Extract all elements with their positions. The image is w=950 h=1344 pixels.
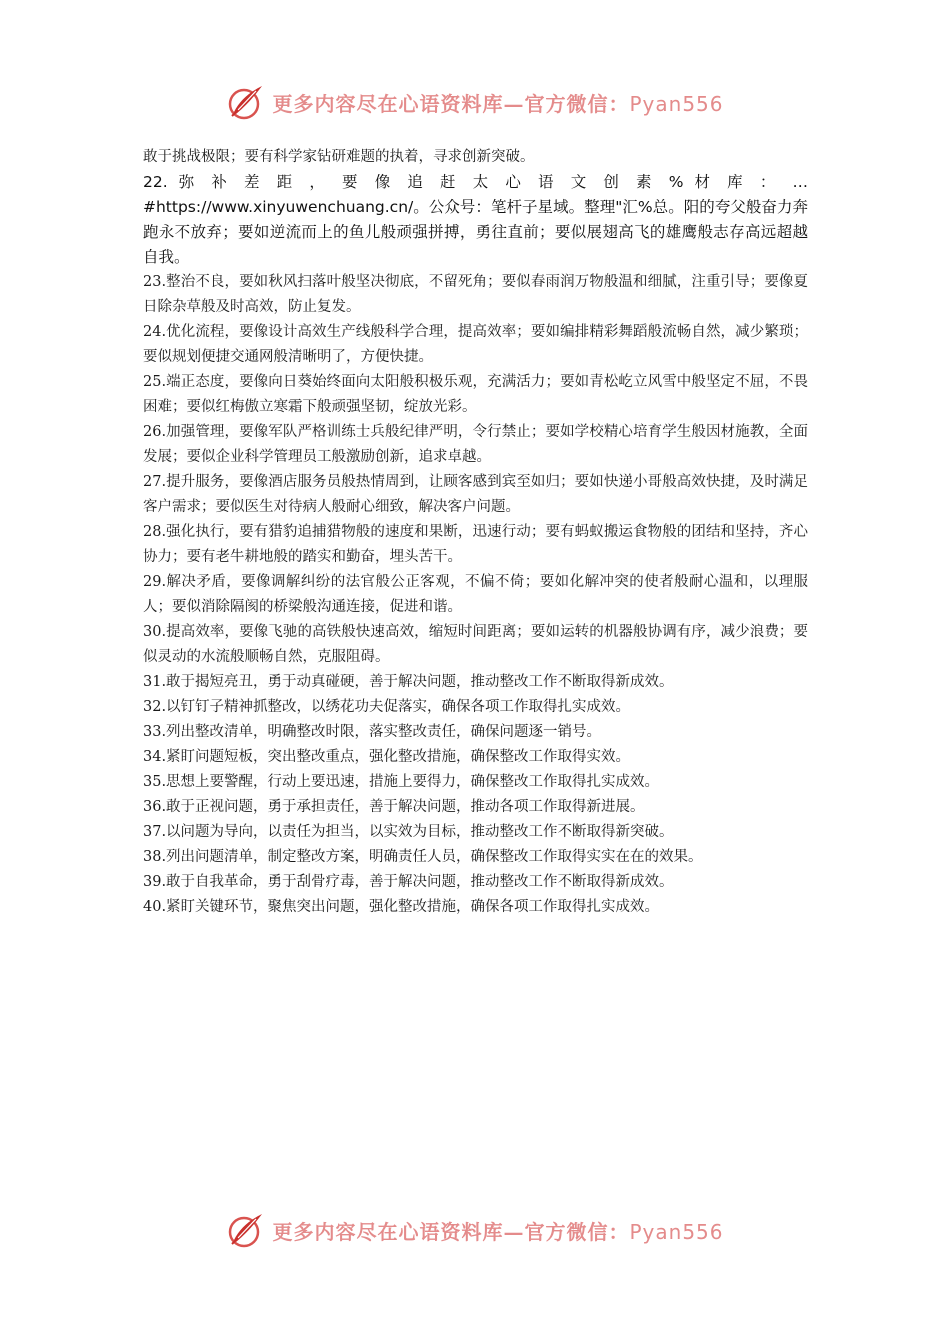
paragraph-31: 31.敢于揭短亮丑，勇于动真碰硬，善于解决问题，推动整改工作不断取得新成效。: [143, 674, 674, 690]
paragraph-35: 35.思想上要警醒，行动上要迅速，措施上要得力，确保整改工作取得扎实成效。: [143, 774, 660, 790]
paragraph-24: 24.优化流程，要像设计高效生产线般科学合理，提高效率；要如编排精彩舞蹈般流畅自然，减少繁琐；要似规划便捷交通网般清晰明了，方便快捷。: [143, 324, 808, 365]
footer-banner: [0, 1208, 950, 1252]
header-banner-text: 更多内容尽在心语资料库—官方微信：Pyan556: [272, 91, 724, 116]
paragraph-37: 37.以问题为导向，以责任为担当，以实效为目标，推动整改工作不断取得新突破。: [143, 824, 674, 840]
paragraph-23: 23.整治不良，要如秋风扫落叶般坚决彻底，不留死角；要似春雨润万物般温和细腻，注重引导；要像夏日除杂草般及时高效，防止复发。: [143, 274, 808, 315]
header-banner: [0, 80, 950, 124]
paragraph: 敢于挑战极限；要有科学家钻研难题的执着，寻求创新突破。: [143, 149, 535, 165]
paragraph-29: 29.解决矛盾，要像调解纠纷的法官般公正客观，不偏不倚；要如化解冲突的使者般耐心温和，以理服人；要似消除隔阂的桥梁般沟通连接，促进和谐。: [143, 574, 808, 615]
paragraph-28: 28.强化执行，要有猎豹追捕猎物般的速度和果断，迅速行动；要有蚂蚁搬运食物般的团结和坚持，齐心协力；要有老牛耕地般的踏实和勤奋，埋头苦干。: [143, 524, 808, 565]
paragraph-25: 25.端正态度，要像向日葵始终面向太阳般积极乐观，充满活力；要如青松屹立风雪中般坚定不屈，不畏困难；要似红梅傲立寒霜下般顽强坚韧，绽放光彩。: [143, 374, 808, 415]
paragraph-26: 26.加强管理，要像军队严格训练士兵般纪律严明，令行禁止；要如学校精心培育学生般因材施教，全面发展；要似企业科学管理员工般激励创新，追求卓越。: [143, 424, 808, 465]
paragraph-30: 30.提高效率，要像飞驰的高铁般快速高效，缩短时间距离；要如运转的机器般协调有序，减少浪费；要似灵动的水流般顺畅自然，克服阻碍。: [143, 624, 808, 665]
footer-banner-text: 更多内容尽在心语资料库—官方微信：Pyan556: [272, 1219, 724, 1244]
paragraph-36: 36.敢于正视问题，勇于承担责任，善于解决问题，推动各项工作取得新进展。: [143, 799, 645, 815]
paragraph-40: 40.紧盯关键环节，聚焦突出问题，强化整改措施，确保各项工作取得扎实成效。: [143, 899, 660, 915]
paragraph-32: 32.以钉钉子精神抓整改，以绣花功夫促落实，确保各项工作取得扎实成效。: [143, 699, 631, 715]
paragraph-22: 22. 弥 补 差 距 ， 要 像 追 赶 太 心 语 文 创 素 % 材 库 ： … #https://www.xinyuwenchuang.cn/。公众号：笔杆子星域。整理"汇%总。阳的夸父般奋力奔跑永不放弃；要如逆流而上的鱼儿般顽强拼搏，勇往直前；要似展翅高飞的雄鹰般志存高远超越自我。: [143, 173, 808, 266]
quill-logo-icon: [226, 82, 266, 122]
paragraph-34: 34.紧盯问题短板，突出整改重点，强化整改措施，确保整改工作取得实效。: [143, 749, 631, 765]
document-body: [143, 145, 808, 920]
quill-logo-icon: [226, 1210, 266, 1250]
paragraph-33: 33.列出整改清单，明确整改时限，落实整改责任，确保问题逐一销号。: [143, 724, 602, 740]
paragraph-38: 38.列出问题清单，制定整改方案，明确责任人员，确保整改工作取得实实在在的效果。: [143, 849, 703, 865]
paragraph-27: 27.提升服务，要像酒店服务员般热情周到，让顾客感到宾至如归；要如快递小哥般高效快捷，及时满足客户需求；要似医生对待病人般耐心细致，解决客户问题。: [143, 474, 808, 515]
paragraph-39: 39.敢于自我革命，勇于刮骨疗毒，善于解决问题，推动整改工作不断取得新成效。: [143, 874, 674, 890]
